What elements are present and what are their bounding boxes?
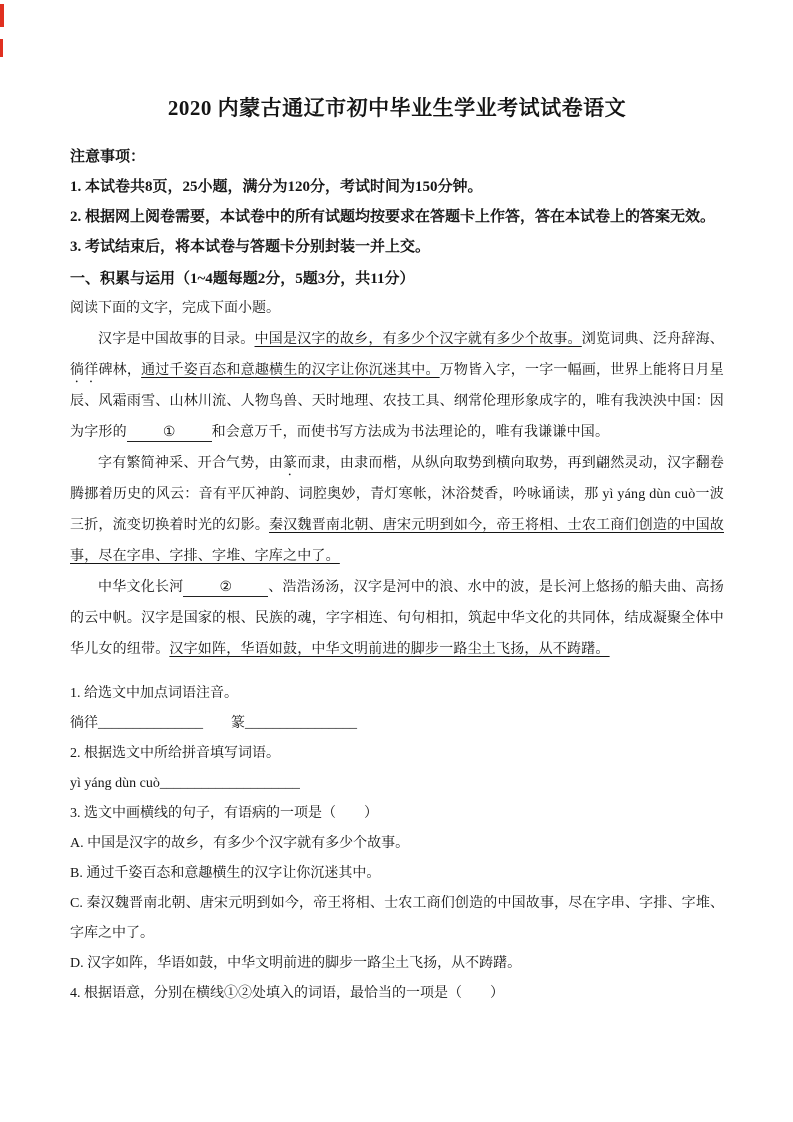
- page-content: [70, 0, 724, 1009]
- page-title: 2020 内蒙古通辽市初中毕业生学业考试试卷语文: [167, 96, 627, 120]
- question-3-option-d: D. 汉字如阵，华语如鼓，中华文明前进的脚步一路尘土飞扬，从不踌躇。: [70, 956, 522, 971]
- section-intro: 阅读下面的文字，完成下面小题。: [70, 301, 280, 316]
- questions-block: [70, 679, 724, 1009]
- notice-item-1: 1. 本试卷共8页，25小题，满分为120分，考试时间为150分钟。: [70, 179, 483, 195]
- scan-artifact-red-mark-top: [0, 4, 4, 27]
- section-heading: 一、积累与运用（1~4题每题2分，5题3分，共11分）: [70, 271, 415, 287]
- notice-item-3: 3. 考试结束后，将本试卷与答题卡分别封装一并上交。: [70, 239, 431, 255]
- passage-paragraph-2: 字有繁简神采、开合气势，由篆而隶，由隶而楷，从纵向取势到横向取势，再到翩然灵动，汉字翻卷腾挪着历史的风云：音有平仄神韵、词腔奥妙，青灯寒帐，沐浴焚香，吟咏诵读，那 yì yáng dùn cuò一波三折，流变切换着时光的幻影。秦汉魏晋南北朝、唐宋元明到如今，帝王将相、士农工商们创造的中国故事，尽在字串、字排、字堆、字库之中了。: [70, 456, 725, 564]
- question-1-stem: 1. 给选文中加点词语注音。: [70, 686, 238, 701]
- question-4-stem: 4. 根据语意，分别在横线①②处填入的词语，最恰当的一项是（ ）: [70, 986, 504, 1001]
- notices-block: [70, 142, 724, 262]
- question-2-answer-blank: yì yáng dùn cuò____________________: [70, 776, 300, 791]
- question-2-stem: 2. 根据选文中所给拼音填写词语。: [70, 746, 280, 761]
- reading-passage: [70, 324, 724, 665]
- passage-paragraph-3: 中华文化长河 ② 、浩浩汤汤，汉字是河中的浪、水中的波，是长河上悠扬的船夫曲、高扬的云中帆。汉字是国家的根、民族的魂，字字相连、句句相扣，筑起中华文化的共同体，结成凝聚全体中华儿女的纽带。汉字如阵，华语如鼓，中华文明前进的脚步一路尘土飞扬，从不踌躇。: [70, 580, 725, 657]
- notice-item-2: 2. 根据网上阅卷需要，本试卷中的所有试题均按要求在答题卡上作答，答在本试卷上的答案无效。: [70, 209, 716, 225]
- question-3-option-c: C. 秦汉魏晋南北朝、唐宋元明到如今，帝王将相、士农工商们创造的中国故事，尽在字串、字排、字堆、字库之中了。: [70, 896, 724, 941]
- question-3-stem: 3. 选文中画横线的句子，有语病的一项是（ ）: [70, 806, 378, 821]
- scan-artifact-red-mark-second: [0, 39, 3, 57]
- question-1-answer-blanks: 徜徉_______________ 篆________________: [70, 716, 357, 731]
- question-3-option-a: A. 中国是汉字的故乡，有多少个汉字就有多少个故事。: [70, 836, 410, 851]
- question-3-option-b: B. 通过千姿百态和意趣横生的汉字让你沉迷其中。: [70, 866, 381, 881]
- passage-paragraph-1: 汉字是中国故事的目录。中国是汉字的故乡，有多少个汉字就有多少个故事。浏览词典、泛舟辞海、徜徉碑林，通过千姿百态和意趣横生的汉字让你沉迷其中。万物皆入字，一字一幅画，世界上能将日月星辰、风霜雨雪、山林川流、人物鸟兽、天时地理、农技工具、纲常伦理形象成字的，唯有我泱泱中国：因为字形的 ① 和会意万千，而使书写方法成为书法理论的，唯有我谦谦中国。: [70, 324, 724, 448]
- notices-heading: 注意事项：: [70, 149, 146, 165]
